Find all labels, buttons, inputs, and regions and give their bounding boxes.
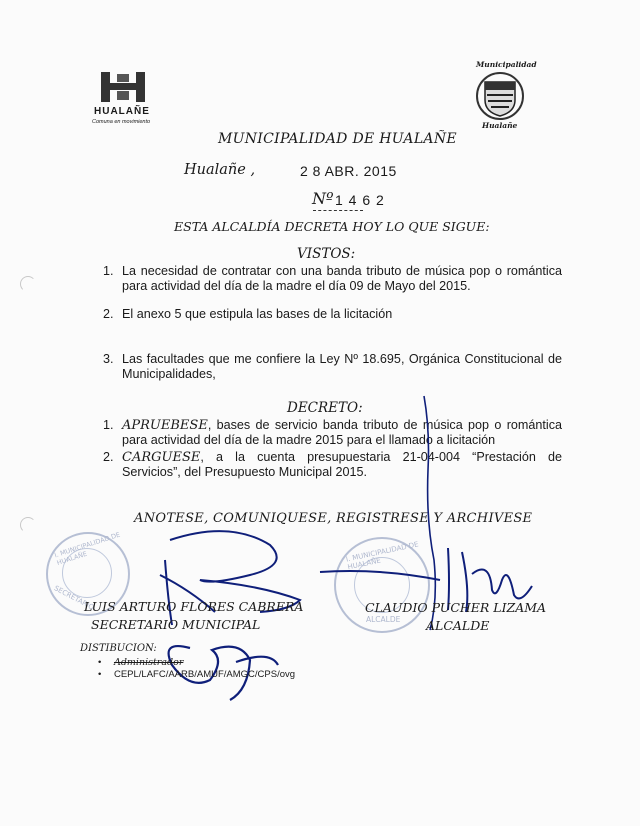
page-title: MUNICIPALIDAD DE HUALAÑE [218,131,457,147]
municipal-seal [468,58,537,134]
vistos-heading: VISTOS: [297,246,356,262]
intro-line: ESTA ALCALDÍA DECRETA HOY LO QUE SIGUE: [174,219,490,234]
vistos-item-1-text: La necesidad de contratar con una banda tributo de música pop o romántica para actividad del día de la madre el día 09 de Mayo del 2015. [122,264,562,293]
distribution-item-1: • Administrador [98,657,184,668]
decreto-item-1-lead: APRUEBESE [122,418,208,433]
seal-bottom-text: Hualañe [482,121,518,130]
decreto-item-1-text [122,418,562,448]
punch-hole [20,276,36,292]
vistos-item-1-number: 1. [103,264,114,278]
vistos-item-2-number: 2. [103,307,114,321]
secretary-stamp-bottom: SECRETARIO [52,584,96,612]
mayor-role: ALCALDE [426,618,490,633]
vistos-item-3-text: Las facultades que me confiere la Ley Nº 18.695, Orgánica Constitucional de Municipalidades, [122,352,562,381]
punch-hole [20,517,36,533]
seal-top-text: Municipalidad [476,60,537,69]
bullet-icon: • [98,669,102,680]
logo-tagline: Comuna en movimiento [92,119,151,125]
hualane-logo [92,70,154,132]
secretary-stamp-text: I. MUNICIPALIDAD DE HUALAÑE [53,530,122,568]
secretary-name: LUIS ARTURO FLORES CABRERA [84,599,304,614]
distribution-item-2: • CEPL/LAFC/AARB/AMUF/AMGC/CPS/ovg [98,669,296,680]
decree-number: 1 4 6 2 [335,192,385,208]
date-stamp: 2 8 ABR. 2015 [300,163,397,179]
decreto-heading: DECRETO: [287,400,363,416]
place-text: Hualañe , [184,162,256,178]
vistos-item-2-text: El anexo 5 que estipula las bases de la licitación [122,307,393,321]
mayor-stamp-text: I. MUNICIPALIDAD DE HUALAÑE [345,540,420,572]
hualane-logo-icon [97,70,149,104]
decreto-item-2-body: , a la cuenta presupuestaria 21-04-004 “Prestación de Servicios”, del Presupuesto Municipal 2015. [122,450,562,479]
decree-number-label: Nº [312,189,334,208]
mayor-stamp-bottom: ALCALDE [366,615,401,624]
number-underline [313,210,363,211]
vistos-item-3-number: 3. [103,352,114,366]
decreto-item-2-number: 2. [103,450,114,464]
decreto-item-2-lead: CARGUESE [122,450,201,465]
distribution-heading: DISTIBUCION: [80,643,157,654]
bullet-icon: • [98,657,102,668]
decreto-item-1-body: , bases de servicio banda tributo de música pop o romántica para actividad del día de la madre 2015 para el llamado a licitación [122,418,562,447]
decreto-item-1-number: 1. [103,418,114,432]
logo-name: HUALAÑE [94,106,150,117]
decreto-item-2-text [122,450,562,480]
mayor-name: CLAUDIO PUCHER LIZAMA [365,600,547,615]
shield-icon [474,70,526,120]
closing-line: ANOTESE, COMUNIQUESE, REGISTRESE Y ARCHIVESE [134,511,533,526]
secretary-role: SECRETARIO MUNICIPAL [91,617,261,632]
mayor-stamp [334,537,430,633]
